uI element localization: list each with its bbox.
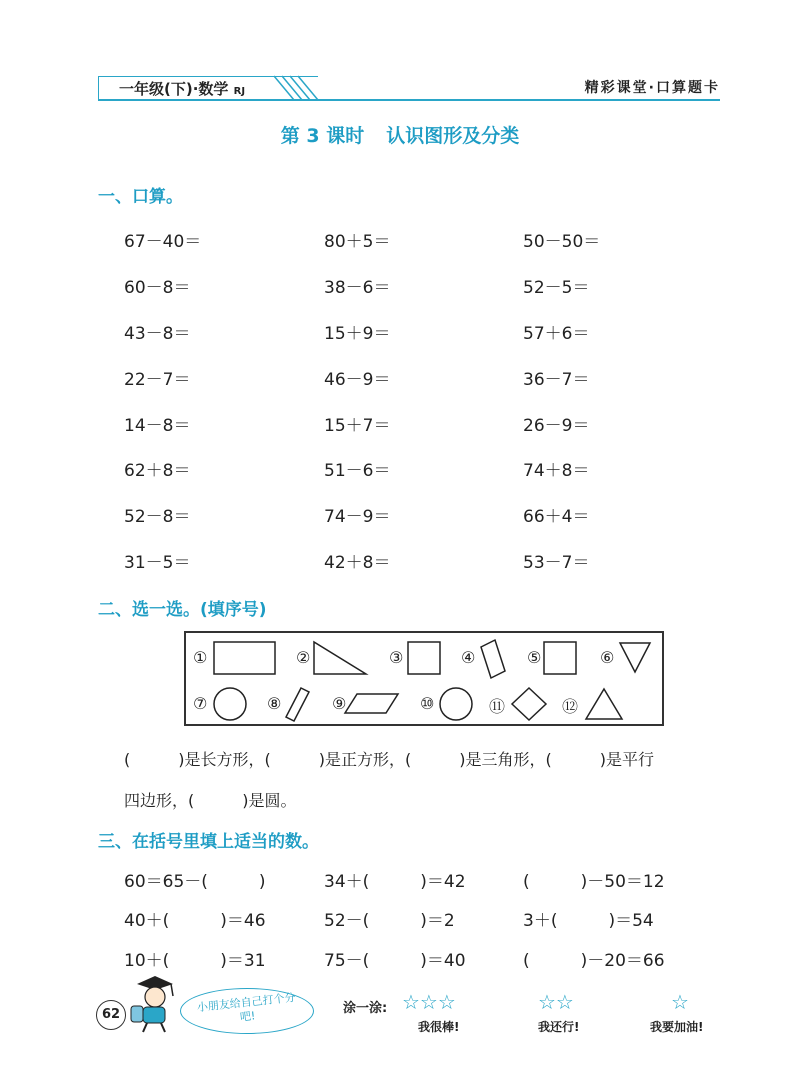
header-left-main: 一年级(下)·数学: [119, 80, 229, 98]
fill-blank-item[interactable]: 52－( )＝2: [324, 911, 455, 931]
shape-number-label: ④: [461, 648, 476, 667]
lesson-number: 第 3 课时: [280, 125, 365, 147]
fill-blank-item[interactable]: 40＋( )＝46: [124, 911, 266, 931]
oral-calc-item: 22－7＝: [124, 370, 191, 390]
oral-calc-item: 62＋8＝: [124, 461, 191, 481]
shape-9-parallelogram: [345, 694, 398, 713]
fill-blank-item[interactable]: 10＋( )＝31: [124, 951, 266, 971]
shape-number-label: ③: [389, 648, 404, 667]
lesson-topic: 认识图形及分类: [386, 125, 520, 147]
oral-calc-item: 66＋4＝: [523, 507, 590, 527]
oral-calc-item: 36－7＝: [523, 370, 590, 390]
shape-12-triangle: [586, 689, 622, 719]
fill-blank-item[interactable]: ( )－20＝66: [523, 951, 665, 971]
fill-blank-item[interactable]: 34＋( )＝42: [324, 872, 466, 892]
oral-calc-item: 14－8＝: [124, 416, 191, 436]
shape-number-label: ⑫: [562, 697, 579, 716]
oral-calc-item: 31－5＝: [124, 553, 191, 573]
shape-7-circle: [214, 688, 246, 720]
shape-5-square: [544, 642, 576, 674]
section2-line2: 四边形，( )是圆。: [124, 791, 297, 810]
section2-line1: ( )是长方形，( )是正方形，( )是三角形，( )是平行: [124, 750, 654, 769]
shape-2-triangle: [314, 642, 366, 674]
shape-number-label: ⑩: [420, 694, 435, 713]
rating-label-great: 我很棒!: [418, 1020, 460, 1034]
oral-calc-item: 52－5＝: [523, 278, 590, 298]
oral-calc-item: 80＋5＝: [324, 232, 391, 252]
shape-number-label: ②: [296, 648, 311, 667]
shape-6-triangle: [620, 643, 650, 672]
rating-label-ok: 我还行!: [538, 1020, 580, 1034]
shape-number-label: ⑦: [193, 694, 208, 713]
student-mascot-icon: [125, 972, 180, 1034]
oral-calc-item: 38－6＝: [324, 278, 391, 298]
section1-heading: 一、口算。: [98, 187, 183, 207]
oral-calc-item: 74＋8＝: [523, 461, 590, 481]
shape-number-label: ⑥: [600, 648, 615, 667]
header-stripes: [268, 74, 328, 101]
oral-calc-item: 15＋7＝: [324, 416, 391, 436]
shape-10-circle: [440, 688, 472, 720]
header-right: 精彩课堂·口算题卡: [584, 80, 720, 96]
header-left-sub: RJ: [233, 86, 246, 97]
fill-blank-item[interactable]: 75－( )＝40: [324, 951, 466, 971]
oral-calc-item: 50－50＝: [523, 232, 601, 252]
section2-heading: 二、选一选。(填序号): [98, 600, 267, 620]
page-number: 62: [96, 1000, 126, 1030]
shape-number-label: ⑤: [527, 648, 542, 667]
fill-blank-item[interactable]: ( )－50＝12: [523, 872, 665, 892]
oral-calc-item: 60－8＝: [124, 278, 191, 298]
oral-calc-item: 52－8＝: [124, 507, 191, 527]
oral-calc-item: 42＋8＝: [324, 553, 391, 573]
shape-4-parallelogram: [481, 640, 505, 678]
oral-calc-item: 74－9＝: [324, 507, 391, 527]
oral-calc-item: 26－9＝: [523, 416, 590, 436]
header-line: [98, 99, 720, 101]
three-stars-icon[interactable]: ☆☆☆: [402, 990, 456, 1014]
shape-1-rectangle: [214, 642, 275, 674]
section3-heading: 三、在括号里填上适当的数。: [98, 832, 319, 852]
shape-number-label: ⑧: [267, 694, 282, 713]
oral-calc-item: 51－6＝: [324, 461, 391, 481]
oral-calc-item: 57＋6＝: [523, 324, 590, 344]
rating-label-try: 我要加油!: [650, 1020, 704, 1034]
oral-calc-item: 15＋9＝: [324, 324, 391, 344]
oral-calc-item: 46－9＝: [324, 370, 391, 390]
fill-blank-item[interactable]: 3＋( )＝54: [523, 911, 654, 931]
oral-calc-item: 67－40＝: [124, 232, 202, 252]
oral-calc-item: 53－7＝: [523, 553, 590, 573]
one-star-icon[interactable]: ☆: [671, 990, 689, 1014]
oral-calc-item: 43－8＝: [124, 324, 191, 344]
two-stars-icon[interactable]: ☆☆: [538, 990, 574, 1014]
shape-number-label: ⑪: [489, 697, 506, 716]
shapes-drawing: [184, 631, 664, 726]
shape-8-parallelogram: [286, 688, 309, 721]
page-title: [0, 121, 800, 148]
shape-3-square: [408, 642, 440, 674]
fill-blank-item[interactable]: 60＝65－( ): [124, 872, 266, 892]
paint-label: 涂一涂:: [343, 1001, 388, 1016]
shape-11-square: [512, 688, 546, 720]
shape-number-label: ⑨: [332, 694, 347, 713]
shape-number-label: ①: [193, 648, 208, 667]
speech-bubble-text: 小朋友给自己打个分吧!: [196, 990, 297, 1024]
